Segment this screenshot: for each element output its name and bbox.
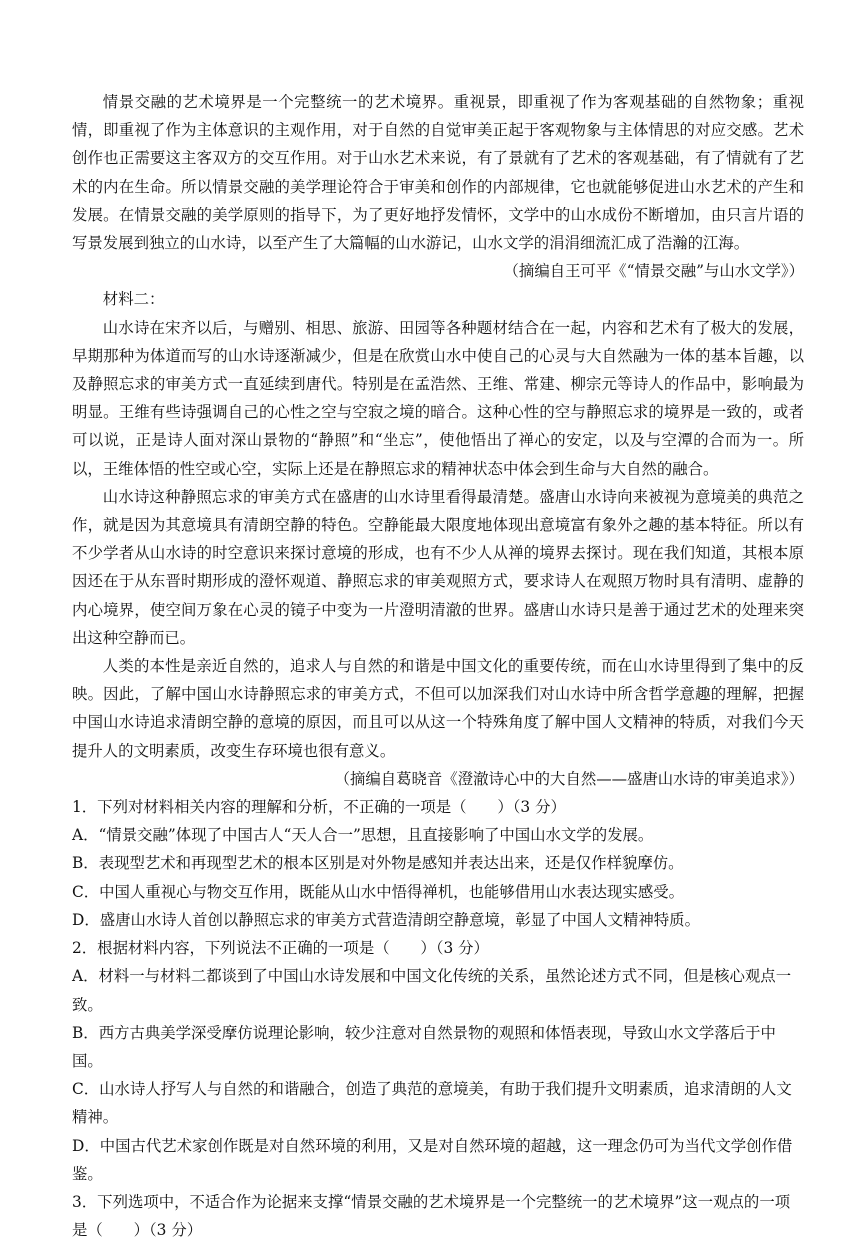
question-2-option-a: A．材料一与材料二都谈到了中国山水诗发展和中国文化传统的关系，虽然论述方式不同，但是核心观点一致。 [72, 967, 792, 1014]
question-1-option-b: B．表现型艺术和再现型艺术的根本区别是对外物是感知并表达出来，还是仅作样貌摩仿。 [72, 854, 684, 873]
material2-paragraph: 山水诗在宋齐以后，与赠别、相思、旅游、田园等各种题材结合在一起，内容和艺术有了极大的发展，早期那种为体道而写的山水诗逐渐减少，但是在欣赏山水中使自己的心灵与大自然融为一体的基本旨趣，以及静照忘求的审美方式一直延续到唐代。特别是在孟浩然、王维、常建、柳宗元等诗人的作品中，影响最为明显。王维有些诗强调自己的心性之空与空寂之境的暗合。这种心性的空与静照忘求的境界是一致的，或者可以说，正是诗人面对深山景物的“静照”和“坐忘”，使他悟出了禅心的安定，以及与空潭的合而为一。所以，王维体悟的性空或心空，实际上还是在静照忘求的精神状态中体会到生命与大自然的融合。 [72, 318, 804, 478]
material2-paragraph: 人类的本性是亲近自然的，追求人与自然的和谐是中国文化的重要传统，而在山水诗里得到了集中的反映。因此，了解中国山水诗静照忘求的审美方式，不但可以加深我们对山水诗中所含哲学意趣的理解，把握中国山水诗追求清朗空静的意境的原因，而且可以从这一个特殊角度了解中国人文精神的特质，对我们今天提升人的文明素质，改变生存环境也很有意义。 [72, 657, 804, 760]
question-3-stem: 3．下列选项中，不适合作为论据来支撑“情景交融的艺术境界是一个完整统一的艺术境界”这一观点的一项是（ ）（3 分） [72, 1192, 791, 1240]
material2-label: 材料二： [102, 290, 165, 309]
question-2-stem: 2．根据材料内容，下列说法不正确的一项是（ ）（3 分） [72, 939, 489, 958]
question-2-option-d: D．中国古代艺术家创作既是对自然环境的利用，又是对自然环境的超越，这一理念仍可为当代文学创作借鉴。 [72, 1136, 793, 1183]
material1-paragraph: 情景交融的艺术境界是一个完整统一的艺术境界。重视景，即重视了作为客观基础的自然物象；重视情，即重视了作为主体意识的主观作用，对于自然的自觉审美正起于客观物象与主体情思的对应交感。艺术创作也正需要这主客双方的交互作用。对于山水艺术来说，有了景就有了艺术的客观基础，有了情就有了艺术的内在生命。所以情景交融的美学理论符合于审美和创作的内部规律，它也就能够促进山水艺术的产生和发展。在情景交融的美学原则的指导下，为了更好地抒发情怀，文学中的山水成份不断增加，由只言片语的写景发展到独立的山水诗，以至产生了大篇幅的山水游记，山水文学的涓涓细流汇成了浩瀚的江海。 [72, 93, 804, 253]
exam-page [72, 88, 804, 1244]
question-1-option-d: D．盛唐山水诗人首创以静照忘求的审美方式营造清朗空静意境，彰显了中国人文精神特质。 [72, 910, 700, 929]
material2-paragraph: 山水诗这种静照忘求的审美方式在盛唐的山水诗里看得最清楚。盛唐山水诗向来被视为意境美的典范之作，就是因为其意境具有清朗空静的特色。空静能最大限度地体现出意境富有象外之趣的基本特征。所以有不少学者从山水诗的时空意识来探讨意境的形成，也有不少人从禅的境界去探讨。现在我们知道，其根本原因还在于从东晋时期形成的澄怀观道、静照忘求的审美观照方式，要求诗人在观照万物时具有清明、虚静的内心境界，使空间万象在心灵的镜子中变为一片澄明清澈的世界。盛唐山水诗只是善于通过艺术的处理来突出这种空静而已。 [72, 487, 804, 647]
question-1-option-c: C．中国人重视心与物交互作用，既能从山水中悟得禅机，也能够借用山水表达现实感受。 [72, 882, 685, 901]
question-2-option-c: C．山水诗人抒写人与自然的和谐融合，创造了典范的意境美，有助于我们提升文明素质，追求清朗的人文精神。 [72, 1080, 792, 1127]
question-1-option-a: A．“情景交融”体现了中国古人“天人合一”思想，且直接影响了中国山水文学的发展。 [72, 826, 654, 845]
question-2-option-b: B．西方古典美学深受摩仿说理论影响，较少注意对自然景物的观照和体悟表现，导致山水文学落后于中国。 [72, 1023, 776, 1070]
question-1-stem: 1．下列对材料相关内容的理解和分析，不正确的一项是（ ）（3 分） [72, 798, 566, 817]
material1-source: （摘编自王可平《“情景交融”与山水文学》） [503, 262, 804, 281]
material2-source: （摘编自葛晓音《澄澈诗心中的大自然——盛唐山水诗的审美追求》） [334, 769, 804, 788]
